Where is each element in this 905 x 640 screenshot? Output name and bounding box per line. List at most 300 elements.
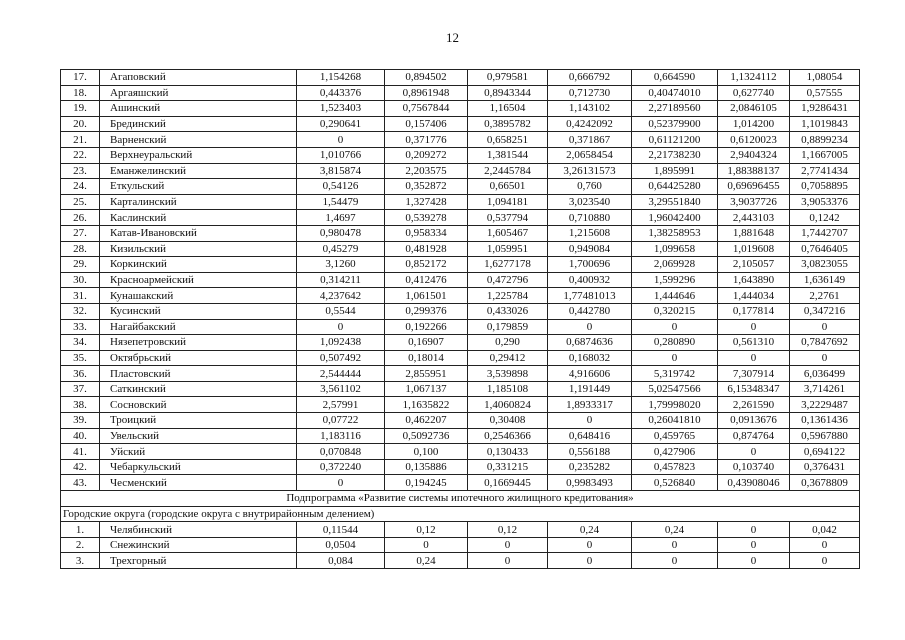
- table-row: [61, 225, 860, 241]
- value-cell: 0,168032: [548, 350, 632, 366]
- value-cell: 0: [632, 537, 718, 553]
- table-row: [61, 381, 860, 397]
- value-cell: 1,143102: [548, 101, 632, 117]
- value-cell: 1,019608: [718, 241, 790, 257]
- value-cell: 1,094181: [468, 194, 548, 210]
- value-cell: 0,666792: [548, 70, 632, 86]
- value-cell: 0,7847692: [790, 335, 860, 351]
- value-cell: 0,7567844: [385, 101, 468, 117]
- value-cell: 0: [632, 319, 718, 335]
- value-cell: 0,43908046: [718, 475, 790, 491]
- row-number-cell: 28.: [61, 241, 100, 257]
- district-name-cell: Верхнеуральский: [100, 147, 297, 163]
- value-cell: 3,714261: [790, 381, 860, 397]
- table-row: [61, 350, 860, 366]
- value-cell: 1,010766: [297, 147, 385, 163]
- value-cell: 1,225784: [468, 288, 548, 304]
- value-cell: 5,319742: [632, 366, 718, 382]
- value-cell: 0,8961948: [385, 85, 468, 101]
- value-cell: 0: [718, 537, 790, 553]
- table-row: [61, 397, 860, 413]
- value-cell: 1,88388137: [718, 163, 790, 179]
- value-cell: 0: [297, 319, 385, 335]
- district-name-cell: Троицкий: [100, 413, 297, 429]
- value-cell: 2,9404324: [718, 147, 790, 163]
- value-cell: 0: [297, 475, 385, 491]
- value-cell: 1,154268: [297, 70, 385, 86]
- row-number-cell: 24.: [61, 179, 100, 195]
- value-cell: 0,5092736: [385, 428, 468, 444]
- value-cell: 0,12: [385, 522, 468, 538]
- district-name-cell: Кунашакский: [100, 288, 297, 304]
- district-name-cell: Кусинский: [100, 303, 297, 319]
- value-cell: 1,381544: [468, 147, 548, 163]
- value-cell: 0,30408: [468, 413, 548, 429]
- value-cell: 1,643890: [718, 272, 790, 288]
- value-cell: 1,08054: [790, 70, 860, 86]
- district-name-cell: Пластовский: [100, 366, 297, 382]
- group-title: Городские округа (городские округа с внутрирайонным делением): [61, 506, 860, 522]
- row-number-cell: 30.: [61, 272, 100, 288]
- row-number-cell: 26.: [61, 210, 100, 226]
- value-cell: 0: [790, 319, 860, 335]
- district-name-cell: Нагайбакский: [100, 319, 297, 335]
- value-cell: 2,0658454: [548, 147, 632, 163]
- value-cell: 0: [790, 350, 860, 366]
- value-cell: 0,177814: [718, 303, 790, 319]
- table-row: [61, 163, 860, 179]
- value-cell: 0,66501: [468, 179, 548, 195]
- table-row: [61, 85, 860, 101]
- value-cell: 1,16504: [468, 101, 548, 117]
- value-cell: 0,290: [468, 335, 548, 351]
- value-cell: 1,059951: [468, 241, 548, 257]
- row-number-cell: 17.: [61, 70, 100, 86]
- value-cell: 2,0846105: [718, 101, 790, 117]
- value-cell: 0,526840: [632, 475, 718, 491]
- value-cell: 0,8899234: [790, 132, 860, 148]
- district-name-cell: Еманжелинский: [100, 163, 297, 179]
- row-number-cell: 34.: [61, 335, 100, 351]
- value-cell: 0: [385, 537, 468, 553]
- table-row: [61, 444, 860, 460]
- subprogram-row: [61, 491, 860, 507]
- value-cell: 4,916606: [548, 366, 632, 382]
- row-number-cell: 18.: [61, 85, 100, 101]
- row-number-cell: 1.: [61, 522, 100, 538]
- table-row: [61, 335, 860, 351]
- table-row: [61, 272, 860, 288]
- value-cell: 0,314211: [297, 272, 385, 288]
- value-cell: 0,400932: [548, 272, 632, 288]
- value-cell: 0,135886: [385, 459, 468, 475]
- value-cell: 0,9983493: [548, 475, 632, 491]
- value-cell: 0,40474010: [632, 85, 718, 101]
- value-cell: 0,45279: [297, 241, 385, 257]
- value-cell: 3,29551840: [632, 194, 718, 210]
- value-cell: 0,07722: [297, 413, 385, 429]
- value-cell: 0,103740: [718, 459, 790, 475]
- value-cell: 3,815874: [297, 163, 385, 179]
- value-cell: 0,412476: [385, 272, 468, 288]
- row-number-cell: 43.: [61, 475, 100, 491]
- district-name-cell: Коркинский: [100, 257, 297, 273]
- value-cell: 1,215608: [548, 225, 632, 241]
- value-cell: 1,881648: [718, 225, 790, 241]
- district-name-cell: Агаповский: [100, 70, 297, 86]
- value-cell: 0,472796: [468, 272, 548, 288]
- district-name-cell: Аргаяшский: [100, 85, 297, 101]
- table-row: [61, 179, 860, 195]
- value-cell: 0,371867: [548, 132, 632, 148]
- value-cell: 0,290641: [297, 116, 385, 132]
- row-number-cell: 42.: [61, 459, 100, 475]
- value-cell: 3,1260: [297, 257, 385, 273]
- district-name-cell: Брединский: [100, 116, 297, 132]
- value-cell: 1,6277178: [468, 257, 548, 273]
- table-row: [61, 147, 860, 163]
- value-cell: 0,29412: [468, 350, 548, 366]
- value-cell: 0,6874636: [548, 335, 632, 351]
- value-cell: 1,067137: [385, 381, 468, 397]
- row-number-cell: 20.: [61, 116, 100, 132]
- row-number-cell: 33.: [61, 319, 100, 335]
- value-cell: 2,203575: [385, 163, 468, 179]
- value-cell: 1,4060824: [468, 397, 548, 413]
- value-cell: 0,0913676: [718, 413, 790, 429]
- value-cell: 0: [548, 553, 632, 569]
- table-row: [61, 319, 860, 335]
- value-cell: 0,7646405: [790, 241, 860, 257]
- value-cell: 0,12: [468, 522, 548, 538]
- value-cell: 0: [718, 350, 790, 366]
- value-cell: 2,2445784: [468, 163, 548, 179]
- value-cell: 0,18014: [385, 350, 468, 366]
- value-cell: 0,874764: [718, 428, 790, 444]
- value-cell: 1,092438: [297, 335, 385, 351]
- row-number-cell: 35.: [61, 350, 100, 366]
- value-cell: 0: [468, 553, 548, 569]
- value-cell: 0,760: [548, 179, 632, 195]
- value-cell: 1,191449: [548, 381, 632, 397]
- district-name-cell: Сосновский: [100, 397, 297, 413]
- value-cell: 0,457823: [632, 459, 718, 475]
- value-cell: 0,24: [548, 522, 632, 538]
- value-cell: 0,537794: [468, 210, 548, 226]
- district-name-cell: Увельский: [100, 428, 297, 444]
- row-number-cell: 2.: [61, 537, 100, 553]
- district-name-cell: Челябинский: [100, 522, 297, 538]
- value-cell: 0,648416: [548, 428, 632, 444]
- table-row: [61, 194, 860, 210]
- value-cell: 0,192266: [385, 319, 468, 335]
- value-cell: 0,194245: [385, 475, 468, 491]
- value-cell: 0,539278: [385, 210, 468, 226]
- value-cell: 1,185108: [468, 381, 548, 397]
- value-cell: 1,1635822: [385, 397, 468, 413]
- value-cell: 2,7741434: [790, 163, 860, 179]
- value-cell: 0,3895782: [468, 116, 548, 132]
- value-cell: 3,0823055: [790, 257, 860, 273]
- value-cell: 2,069928: [632, 257, 718, 273]
- value-cell: 1,54479: [297, 194, 385, 210]
- value-cell: 0,042: [790, 522, 860, 538]
- row-number-cell: 22.: [61, 147, 100, 163]
- table-row: [61, 522, 860, 538]
- value-cell: 0,157406: [385, 116, 468, 132]
- district-name-cell: Ашинский: [100, 101, 297, 117]
- value-cell: 0,57555: [790, 85, 860, 101]
- value-cell: 0,100: [385, 444, 468, 460]
- table-section-header: [61, 491, 860, 522]
- value-cell: 0: [632, 553, 718, 569]
- value-cell: 0,347216: [790, 303, 860, 319]
- value-cell: 2,21738230: [632, 147, 718, 163]
- row-number-cell: 37.: [61, 381, 100, 397]
- value-cell: 2,261590: [718, 397, 790, 413]
- value-cell: 0,69696455: [718, 179, 790, 195]
- table-row: [61, 428, 860, 444]
- value-cell: 1,523403: [297, 101, 385, 117]
- value-cell: 0,372240: [297, 459, 385, 475]
- row-number-cell: 29.: [61, 257, 100, 273]
- table-row: [61, 132, 860, 148]
- value-cell: 1,014200: [718, 116, 790, 132]
- district-name-cell: Катав-Ивановский: [100, 225, 297, 241]
- value-cell: 1,38258953: [632, 225, 718, 241]
- value-cell: 2,27189560: [632, 101, 718, 117]
- table-row: [61, 475, 860, 491]
- value-cell: 0,561310: [718, 335, 790, 351]
- value-cell: 1,9286431: [790, 101, 860, 117]
- table-row: [61, 101, 860, 117]
- district-name-cell: Чесменский: [100, 475, 297, 491]
- value-cell: 1,327428: [385, 194, 468, 210]
- row-number-cell: 31.: [61, 288, 100, 304]
- value-cell: 0: [632, 350, 718, 366]
- value-cell: 0,442780: [548, 303, 632, 319]
- value-cell: 0,980478: [297, 225, 385, 241]
- district-name-cell: Чебаркульский: [100, 459, 297, 475]
- table-row: [61, 459, 860, 475]
- value-cell: 0,179859: [468, 319, 548, 335]
- subprogram-title: Подпрограмма «Развитие системы ипотечного жилищного кредитования»: [61, 491, 860, 507]
- row-number-cell: 23.: [61, 163, 100, 179]
- table-row: [61, 366, 860, 382]
- value-cell: 1,599296: [632, 272, 718, 288]
- district-name-cell: Красноармейский: [100, 272, 297, 288]
- table-body-top: [61, 70, 860, 491]
- value-cell: 0,24: [632, 522, 718, 538]
- value-cell: 1,77481013: [548, 288, 632, 304]
- table-row: [61, 210, 860, 226]
- district-name-cell: Карталинский: [100, 194, 297, 210]
- row-number-cell: 39.: [61, 413, 100, 429]
- value-cell: 7,307914: [718, 366, 790, 382]
- value-cell: 0,320215: [632, 303, 718, 319]
- row-number-cell: 3.: [61, 553, 100, 569]
- value-cell: 0,352872: [385, 179, 468, 195]
- value-cell: 0,130433: [468, 444, 548, 460]
- value-cell: 0,694122: [790, 444, 860, 460]
- value-cell: 0,54126: [297, 179, 385, 195]
- value-cell: 0,24: [385, 553, 468, 569]
- district-name-cell: Варненский: [100, 132, 297, 148]
- value-cell: 0,070848: [297, 444, 385, 460]
- table-row: [61, 288, 860, 304]
- value-cell: 1,444034: [718, 288, 790, 304]
- value-cell: 1,183116: [297, 428, 385, 444]
- value-cell: 1,1019843: [790, 116, 860, 132]
- value-cell: 0,280890: [632, 335, 718, 351]
- value-cell: 0: [548, 319, 632, 335]
- value-cell: 3,023540: [548, 194, 632, 210]
- value-cell: 0,0504: [297, 537, 385, 553]
- value-cell: 0: [790, 553, 860, 569]
- value-cell: 0,3678809: [790, 475, 860, 491]
- row-number-cell: 41.: [61, 444, 100, 460]
- table-row: [61, 241, 860, 257]
- value-cell: 0,556188: [548, 444, 632, 460]
- value-cell: 1,636149: [790, 272, 860, 288]
- district-name-cell: Октябрьский: [100, 350, 297, 366]
- value-cell: 1,700696: [548, 257, 632, 273]
- district-name-cell: Уйский: [100, 444, 297, 460]
- value-cell: 3,9053376: [790, 194, 860, 210]
- value-cell: 0,1242: [790, 210, 860, 226]
- value-cell: 0,376431: [790, 459, 860, 475]
- value-cell: 6,036499: [790, 366, 860, 382]
- value-cell: 0,6120023: [718, 132, 790, 148]
- table-row: [61, 70, 860, 86]
- value-cell: 0: [718, 444, 790, 460]
- row-number-cell: 21.: [61, 132, 100, 148]
- value-cell: 0,712730: [548, 85, 632, 101]
- page-number: 12: [446, 30, 459, 45]
- value-cell: 4,237642: [297, 288, 385, 304]
- value-cell: 1,7442707: [790, 225, 860, 241]
- district-name-cell: Нязепетровский: [100, 335, 297, 351]
- district-name-cell: Снежинский: [100, 537, 297, 553]
- value-cell: 0,658251: [468, 132, 548, 148]
- value-cell: 6,15348347: [718, 381, 790, 397]
- table-row: [61, 413, 860, 429]
- row-number-cell: 38.: [61, 397, 100, 413]
- value-cell: 0,61121200: [632, 132, 718, 148]
- value-cell: 2,855951: [385, 366, 468, 382]
- group-row: [61, 506, 860, 522]
- value-cell: 0,235282: [548, 459, 632, 475]
- value-cell: 2,443103: [718, 210, 790, 226]
- value-cell: 0: [718, 553, 790, 569]
- value-cell: 0,507492: [297, 350, 385, 366]
- table-row: [61, 553, 860, 569]
- value-cell: 0,627740: [718, 85, 790, 101]
- value-cell: 0: [548, 537, 632, 553]
- table-row: [61, 303, 860, 319]
- row-number-cell: 32.: [61, 303, 100, 319]
- value-cell: 2,2761: [790, 288, 860, 304]
- value-cell: 0,7058895: [790, 179, 860, 195]
- value-cell: 0,979581: [468, 70, 548, 86]
- table-row: [61, 537, 860, 553]
- value-cell: 0: [297, 132, 385, 148]
- value-cell: 1,1667005: [790, 147, 860, 163]
- row-number-cell: 19.: [61, 101, 100, 117]
- value-cell: 1,79998020: [632, 397, 718, 413]
- value-cell: 0,1669445: [468, 475, 548, 491]
- value-cell: 0,664590: [632, 70, 718, 86]
- district-name-cell: Каслинский: [100, 210, 297, 226]
- value-cell: 0,958334: [385, 225, 468, 241]
- data-table: [60, 69, 860, 569]
- value-cell: 0,084: [297, 553, 385, 569]
- value-cell: 0,427906: [632, 444, 718, 460]
- district-name-cell: Трехгорный: [100, 553, 297, 569]
- value-cell: 0,462207: [385, 413, 468, 429]
- value-cell: 0: [790, 537, 860, 553]
- value-cell: 0: [718, 522, 790, 538]
- value-cell: 0,852172: [385, 257, 468, 273]
- table-body-bottom: [61, 522, 860, 569]
- value-cell: 1,4697: [297, 210, 385, 226]
- value-cell: 3,539898: [468, 366, 548, 382]
- value-cell: 0,481928: [385, 241, 468, 257]
- value-cell: 1,1324112: [718, 70, 790, 86]
- value-cell: 0,949084: [548, 241, 632, 257]
- district-name-cell: Еткульский: [100, 179, 297, 195]
- value-cell: 5,02547566: [632, 381, 718, 397]
- row-number-cell: 40.: [61, 428, 100, 444]
- value-cell: 2,57991: [297, 397, 385, 413]
- value-cell: 1,605467: [468, 225, 548, 241]
- value-cell: 2,105057: [718, 257, 790, 273]
- value-cell: 0,331215: [468, 459, 548, 475]
- value-cell: 0: [468, 537, 548, 553]
- value-cell: 1,96042400: [632, 210, 718, 226]
- value-cell: 1,8933317: [548, 397, 632, 413]
- value-cell: 1,061501: [385, 288, 468, 304]
- value-cell: 0,371776: [385, 132, 468, 148]
- value-cell: 1,099658: [632, 241, 718, 257]
- value-cell: 0,16907: [385, 335, 468, 351]
- table-row: [61, 116, 860, 132]
- value-cell: 3,9037726: [718, 194, 790, 210]
- table-row: [61, 257, 860, 273]
- value-cell: 3,26131573: [548, 163, 632, 179]
- data-table-container: [60, 69, 859, 569]
- value-cell: 0: [718, 319, 790, 335]
- value-cell: 0,459765: [632, 428, 718, 444]
- value-cell: 0,5544: [297, 303, 385, 319]
- value-cell: 0,8943344: [468, 85, 548, 101]
- value-cell: 0,710880: [548, 210, 632, 226]
- row-number-cell: 27.: [61, 225, 100, 241]
- value-cell: 0: [548, 413, 632, 429]
- district-name-cell: Кизильский: [100, 241, 297, 257]
- value-cell: 0,443376: [297, 85, 385, 101]
- row-number-cell: 25.: [61, 194, 100, 210]
- row-number-cell: 36.: [61, 366, 100, 382]
- value-cell: 0,5967880: [790, 428, 860, 444]
- value-cell: 0,209272: [385, 147, 468, 163]
- value-cell: 0,433026: [468, 303, 548, 319]
- value-cell: 3,561102: [297, 381, 385, 397]
- value-cell: 0,894502: [385, 70, 468, 86]
- value-cell: 0,11544: [297, 522, 385, 538]
- district-name-cell: Саткинский: [100, 381, 297, 397]
- value-cell: 1,444646: [632, 288, 718, 304]
